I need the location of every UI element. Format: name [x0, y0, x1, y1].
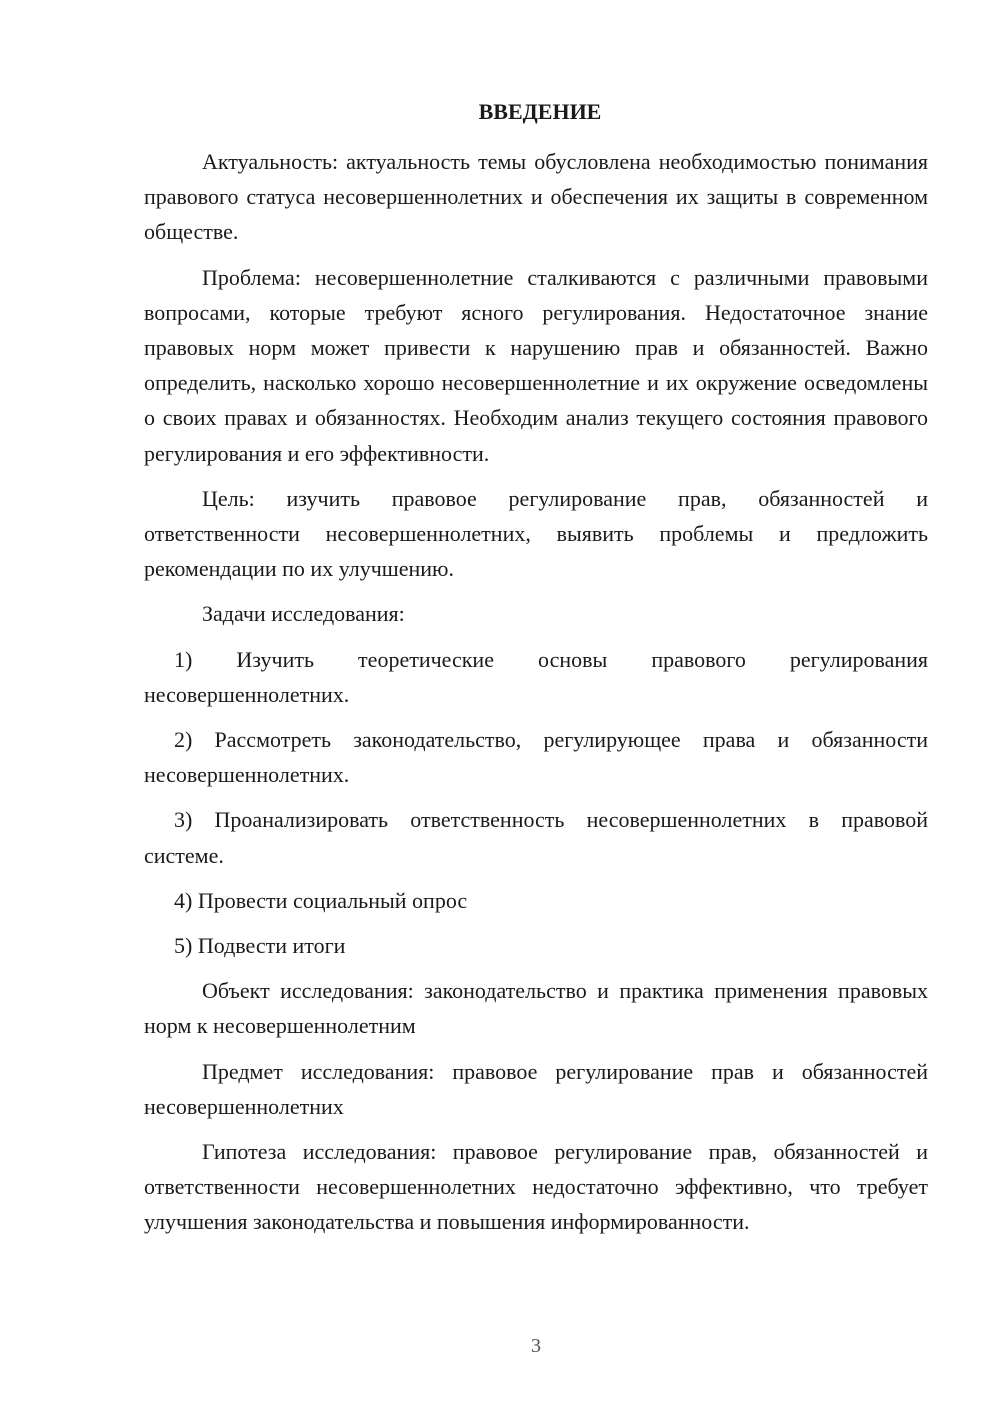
- task-item: 1) Изучить теоретические основы правового регулирования несовершеннолетних.: [144, 646, 928, 707]
- goal-paragraph: Цель: изучить правовое регулирование прав, обязанностей и ответственности несовершеннолетних, выявить проблемы и предложить рекомендации по их улучшению.: [144, 485, 928, 582]
- task-item: 3) Проанализировать ответственность несовершеннолетних в правовой системе.: [144, 807, 928, 868]
- hypothesis-paragraph: Гипотеза исследования: правовое регулирование прав, обязанностей и ответственности несовершеннолетних недостаточно эффективно, что требует улучшения законодательства и повышения информированности.: [144, 1139, 928, 1235]
- tasks-heading: Задачи исследования:: [202, 601, 405, 627]
- task-item: 2) Рассмотреть законодательство, регулирующее права и обязанности несовершеннолетних.: [144, 727, 928, 788]
- relevance-paragraph: Актуальность: актуальность темы обусловлена необходимостью понимания правового статуса несовершеннолетних и обеспечения их защиты в современном обществе.: [144, 149, 928, 245]
- task-item: 4) Провести социальный опрос: [174, 887, 468, 913]
- page-number: 3: [531, 1335, 541, 1357]
- page-title: ВВЕДЕНИЕ: [478, 99, 602, 124]
- page-content: [144, 94, 928, 1250]
- object-paragraph: Объект исследования: законодательство и практика применения правовых норм к несовершеннолетним: [144, 978, 928, 1039]
- subject-paragraph: Предмет исследования: правовое регулирование прав и обязанностей несовершеннолетних: [144, 1058, 928, 1119]
- task-item: 5) Подвести итоги: [174, 933, 346, 959]
- problem-paragraph: Проблема: несовершеннолетние сталкиваются с различными правовыми вопросами, которые требуют ясного регулирования. Недостаточное знание правовых норм может привести к нарушению прав и обязанностей. Важно определить, насколько хорошо несовершеннолетние и их окружение осведомлены о своих правах и обязанностях. Необходим анализ текущего состояния правового регулирования и его эффективности.: [144, 264, 928, 466]
